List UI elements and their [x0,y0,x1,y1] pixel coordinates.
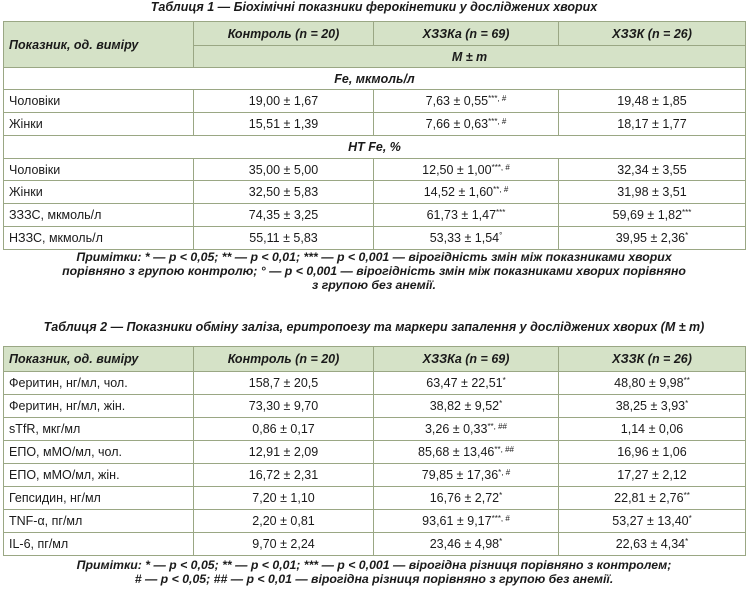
note-line: # — p < 0,05; ## — p < 0,01 — вірогідна різниця порівняно з групою без анемії. [134,572,614,586]
cell-control: 0,86 ± 0,17 [194,418,374,441]
table-row [4,227,746,250]
table-row [4,418,746,441]
cell-group-b: 19,48 ± 1,85 [559,90,746,113]
cell-control: 74,35 ± 3,25 [194,204,374,227]
cell-group-a: 12,50 ± 1,00***, # [374,159,559,181]
significance-mark: * [685,399,689,408]
row-label: Чоловіки [4,159,194,181]
table1-section-fe: Fe, мкмоль/л [4,68,746,90]
table-row [4,510,746,533]
table1 [3,21,746,250]
cell-control: 12,91 ± 2,09 [194,441,374,464]
row-label: НЗЗС, мкмоль/л [4,227,194,250]
cell-group-b: 22,63 ± 4,34* [559,533,746,556]
significance-mark: ** [683,491,690,500]
significance-mark: * [688,514,692,523]
significance-mark: **, ## [494,445,514,454]
cell-group-a: 7,63 ± 0,55***, # [374,90,559,113]
cell-control: 35,00 ± 5,00 [194,159,374,181]
row-label: ЕПО, мМО/мл, чол. [4,441,194,464]
cell-group-b: 31,98 ± 3,51 [559,181,746,204]
table2-header-group-a: ХЗЗКа (n = 69) [374,347,559,372]
cell-control: 9,70 ± 2,24 [194,533,374,556]
row-label: TNF-α, пг/мл [4,510,194,533]
cell-group-a: 14,52 ± 1,60**, # [374,181,559,204]
table-row [4,90,746,113]
cell-group-b: 17,27 ± 2,12 [559,464,746,487]
cell-group-a: 16,76 ± 2,72* [374,487,559,510]
cell-group-b: 39,95 ± 2,36* [559,227,746,250]
cell-group-b: 16,96 ± 1,06 [559,441,746,464]
note-line: порівняно з групою контролю; ° — p < 0,001 — вірогідність змін між показниками хворих порівняно [62,264,686,278]
table2 [3,346,746,556]
table-row [4,181,746,204]
significance-mark: * [499,537,503,546]
row-label: Феритин, нг/мл, чол. [4,372,194,395]
cell-group-a: 85,68 ± 13,46**, ## [374,441,559,464]
cell-group-a: 93,61 ± 9,17***, # [374,510,559,533]
significance-mark: * [499,491,503,500]
row-label: Гепсидин, нг/мл [4,487,194,510]
row-label: ЕПО, мМО/мл, жін. [4,464,194,487]
significance-mark: * [499,399,503,408]
significance-mark: *, # [498,468,511,477]
significance-mark: ***, # [491,162,510,172]
row-label: ЗЗЗС, мкмоль/л [4,204,194,227]
cell-group-b: 38,25 ± 3,93* [559,395,746,418]
cell-group-a: 3,26 ± 0,33**, ## [374,418,559,441]
cell-control: 2,20 ± 0,81 [194,510,374,533]
cell-group-a: 53,33 ± 1,54° [374,227,559,250]
cell-group-b: 18,17 ± 1,77 [559,113,746,136]
cell-group-b: 22,81 ± 2,76** [559,487,746,510]
significance-mark: *** [682,208,692,217]
cell-group-a: 38,82 ± 9,52* [374,395,559,418]
table2-header-group-b: ХЗЗК (n = 26) [559,347,746,372]
cell-group-a: 63,47 ± 22,51* [374,372,559,395]
significance-mark: * [502,376,506,385]
cell-control: 7,20 ± 1,10 [194,487,374,510]
table-row [4,113,746,136]
cell-control: 55,11 ± 5,83 [194,227,374,250]
row-label: Жінки [4,181,194,204]
table1-subheader: M ± m [194,46,746,68]
cell-group-a: 7,66 ± 0,63***, # [374,113,559,136]
table1-header-group-b: ХЗЗК (n = 26) [559,22,746,46]
table1-header-group-a: ХЗЗКа (n = 69) [374,22,559,46]
table1-header-control: Контроль (n = 20) [194,22,374,46]
cell-group-b: 59,69 ± 1,82*** [559,204,746,227]
table2-notes [0,558,748,586]
cell-control: 32,50 ± 5,83 [194,181,374,204]
table-row [4,441,746,464]
significance-mark: ** [683,376,690,385]
table-row [4,372,746,395]
significance-mark: * [685,231,689,240]
row-label: Чоловіки [4,90,194,113]
note-line: з групою без анемії. [312,278,436,292]
table2-header-control: Контроль (n = 20) [194,347,374,372]
table1-notes [0,250,748,292]
table1-header-indicator: Показник, од. виміру [4,22,194,68]
note-line: Примітки: * — p < 0,05; ** — p < 0,01; *** — p < 0,001 — вірогідна різниця порівняно з контролем; [76,558,672,572]
table-row [4,204,746,227]
table1-caption: Таблиця 1 — Біохімічні показники ферокінетики у досліджених хворих [150,0,598,14]
cell-control: 19,00 ± 1,67 [194,90,374,113]
cell-control: 16,72 ± 2,31 [194,464,374,487]
table-row [4,487,746,510]
table-row [4,159,746,181]
row-label: Жінки [4,113,194,136]
cell-group-a: 61,73 ± 1,47*** [374,204,559,227]
significance-mark: * [685,537,689,546]
table-row [4,395,746,418]
table-row [4,533,746,556]
significance-mark: ***, # [488,117,507,126]
row-label: Феритин, нг/мл, жін. [4,395,194,418]
row-label: IL-6, пг/мл [4,533,194,556]
cell-group-b: 32,34 ± 3,55 [559,159,746,181]
table2-header-indicator: Показник, од. виміру [4,347,194,372]
cell-group-b: 1,14 ± 0,06 [559,418,746,441]
cell-control: 15,51 ± 1,39 [194,113,374,136]
significance-mark: **, ## [487,422,508,431]
table1-section-nt: НТ Fe, % [4,136,746,159]
significance-mark: ° [499,231,503,240]
cell-control: 73,30 ± 9,70 [194,395,374,418]
cell-group-b: 48,80 ± 9,98** [559,372,746,395]
cell-group-a: 23,46 ± 4,98* [374,533,559,556]
cell-group-b: 53,27 ± 13,40* [559,510,746,533]
cell-control: 158,7 ± 20,5 [194,372,374,395]
note-line: Примітки: * — p < 0,05; ** — p < 0,01; *** — p < 0,001 — вірогідність змін між показниками хворих [76,250,672,264]
table-row [4,464,746,487]
cell-group-a: 79,85 ± 17,36*, # [374,464,559,487]
table2-caption: Таблиця 2 — Показники обміну заліза, еритропоезу та маркери запалення у досліджених хворих (M ± m) [43,320,705,334]
significance-mark: **, # [493,185,509,194]
significance-mark: ***, # [491,514,510,523]
significance-mark: *** [496,208,506,217]
significance-mark: ***, # [488,94,507,103]
row-label: sTfR, мкг/мл [4,418,194,441]
